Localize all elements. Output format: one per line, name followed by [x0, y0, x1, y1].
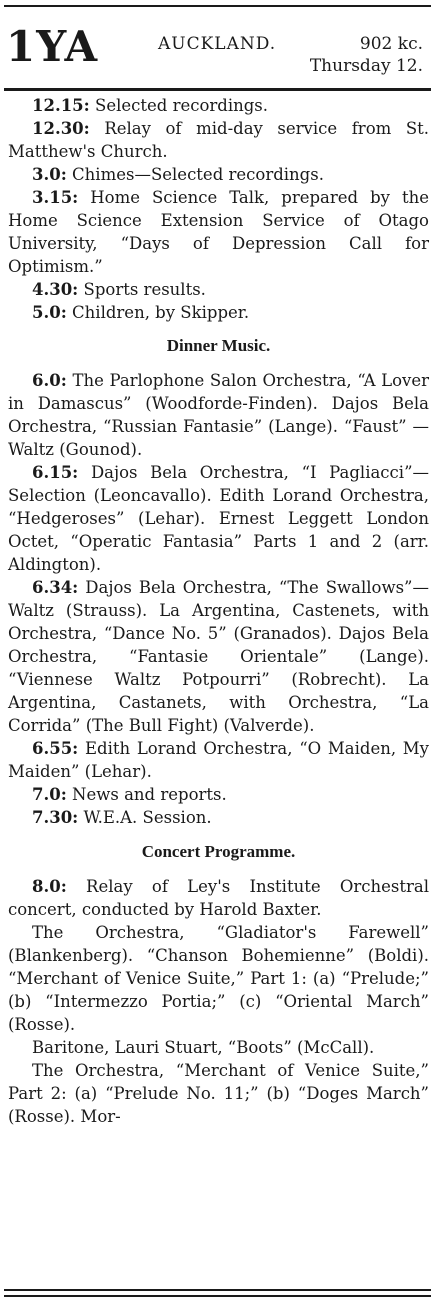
programme-entry: [8, 576, 429, 737]
entry-time: 6.15:: [32, 463, 79, 482]
entry-text: The Orchestra, “Gladiator's Farewell” (Blankenberg). “Chanson Bohemienne” (Boldi). “Merchant of Venice Suite,” Part 1: (a) “Prelude;” (b) “Intermezzo Portia;” (c) “Oriental March” (Rosse).: [8, 923, 429, 1034]
programme-entry: [8, 806, 429, 829]
dinner-music-section: [8, 335, 429, 829]
entry-text: Baritone, Lauri Stuart, “Boots” (McCall).: [32, 1038, 375, 1057]
entry-text: Home Science Talk, prepared by the Home Science Extension Service of Otago University, “Days of Depression Call for Optimism.”: [8, 188, 429, 276]
programme-entry: [8, 737, 429, 783]
entry-text: Children, by Skipper.: [72, 303, 250, 322]
top-rule: [4, 5, 431, 7]
programme-entry: [8, 117, 429, 163]
programme-day: Thursday 12.: [309, 56, 423, 76]
entry-text: The Orchestra, “Merchant of Venice Suite,” Part 2: (a) “Prelude No. 11;” (b) “Doges March” (Rosse). Mor-: [8, 1061, 429, 1126]
entry-text: The Parlophone Salon Orchestra, “A Lover in Damascus” (Woodforde-Finden). Dajos Bela Orchestra, “Russian Fantasie” (Lange). “Faust” —Waltz (Gounod).: [8, 371, 429, 459]
programme-entry: [8, 278, 429, 301]
entry-time: 3.15:: [32, 188, 79, 207]
programme-entry: [8, 163, 429, 186]
programme-entry: [8, 1036, 429, 1059]
entry-time: 12.30:: [32, 119, 90, 138]
entry-text: Relay of mid-day service from St. Matthew's Church.: [8, 119, 429, 161]
entry-text: Relay of Ley's Institute Orchestral concert, conducted by Harold Baxter.: [8, 877, 429, 919]
entry-text: W.E.A. Session.: [83, 808, 212, 827]
entry-time: 6.55:: [32, 739, 79, 758]
entry-time: 6.0:: [32, 371, 67, 390]
programme-entry: [8, 875, 429, 921]
programme-entry: [8, 186, 429, 278]
programme-entry: [8, 1059, 429, 1128]
entry-text: Chimes—Selected recordings.: [72, 165, 324, 184]
programme-entry: [8, 461, 429, 576]
programme-entry: [8, 301, 429, 324]
entry-text: News and reports.: [72, 785, 227, 804]
concert-programme-section: [8, 841, 429, 1128]
station-frequency: 902 kc.: [359, 34, 423, 54]
entry-time: 12.15:: [32, 96, 90, 115]
station-city: AUCKLAND.: [158, 34, 277, 54]
entry-time: 7.0:: [32, 785, 67, 804]
entry-text: Sports results.: [83, 280, 206, 299]
entry-time: 4.30:: [32, 280, 79, 299]
entry-time: 6.34:: [32, 578, 79, 597]
programme-entry: [8, 369, 429, 461]
entry-text: Edith Lorand Orchestra, “O Maiden, My Maiden” (Lehar).: [8, 739, 430, 781]
programme-entry: [8, 921, 429, 1036]
entry-text: Selected recordings.: [95, 96, 269, 115]
entry-time: 5.0:: [32, 303, 67, 322]
programme-entry: [8, 94, 429, 117]
header-rule: [4, 88, 431, 91]
bottom-rule: [4, 1289, 431, 1291]
entry-time: 8.0:: [32, 877, 67, 896]
entry-time: 7.30:: [32, 808, 79, 827]
bottom-rule-double: [4, 1295, 431, 1297]
entry-text: Dajos Bela Orchestra, “The Swallows”—Waltz (Strauss). La Argentina, Castenets, with Orchestra, “Dance No. 5” (Granados). Dajos Bela Orchestra, “Fantasie Orientale” (Lange). “Viennese Waltz Potpourri” (Robrecht). La Argentina, Castanets, with Orchestra, “La Corrida” (The Bull Fight) (Valverde).: [8, 578, 429, 735]
section-heading-concert-programme: Concert Programme.: [141, 842, 296, 861]
programme-body: [8, 94, 429, 1128]
afternoon-section: [8, 94, 429, 324]
entry-text: Dajos Bela Orchestra, “I Pagliacci”—Selection (Leoncavallo). Edith Lorand Orchestra, “Hedgeroses” (Lehar). Ernest Leggett London Octet, “Operatic Fantasia” Parts 1 and 2 (arr. Aldington).: [8, 463, 430, 574]
section-heading-dinner-music: Dinner Music.: [166, 336, 271, 355]
station-call-sign: 1YA: [6, 22, 99, 71]
entry-time: 3.0:: [32, 165, 67, 184]
programme-entry: [8, 783, 429, 806]
